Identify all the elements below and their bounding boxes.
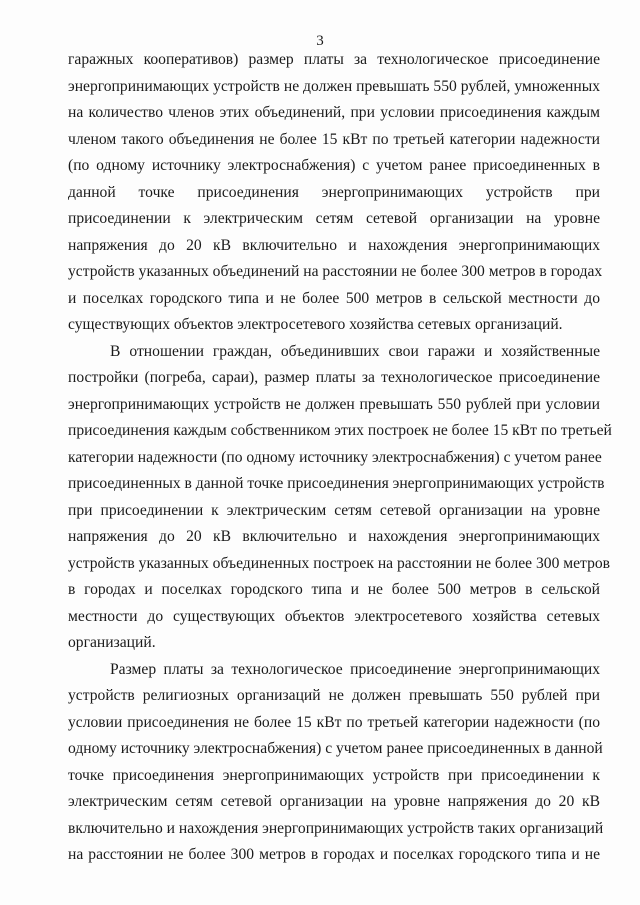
text-line: энергопринимающих устройств не должен превышать 550 рублей, умноженных <box>68 77 600 95</box>
text-line: Размер платы за технологическое присоединение энергопринимающих <box>110 660 600 678</box>
text-line: и поселках городского типа и не более 500 метров в сельской местности до <box>68 289 600 307</box>
text-line: В отношении граждан, объединивших свои гаражи и хозяйственные <box>110 342 600 360</box>
text-line: условии присоединения не более 15 кВт по третьей категории надежности (по <box>68 713 600 731</box>
text-line: организаций. <box>68 634 156 651</box>
text-line: на количество членов этих объединений, при условии присоединения каждым <box>68 104 600 121</box>
text-line: устройств религиозных организаций не должен превышать 550 рублей при <box>68 687 600 704</box>
text-line: при присоединении к электрическим сетям сетевой организации на уровне <box>68 501 600 519</box>
paragraph <box>68 339 612 657</box>
text-line: точке присоединения энергопринимающих устройств при присоединении к <box>68 766 600 784</box>
text-line: (по одному источнику электроснабжения) с учетом ранее присоединенных в <box>68 157 600 174</box>
paragraph <box>68 657 604 869</box>
text-line: присоединенных в данной точке присоединения энергопринимающих устройств <box>68 475 605 492</box>
text-line: данной точке присоединения энергопринимающих устройств при <box>68 183 600 201</box>
text-line: электрическим сетям сетевой организации на уровне напряжения до 20 кВ <box>68 793 600 810</box>
text-line: одному источнику электроснабжения) с учетом ранее присоединенных в данной <box>68 740 603 757</box>
text-line: энергопринимающих устройств не должен превышать 550 рублей при условии <box>68 395 600 413</box>
text-line: присоединении к электрическим сетям сетевой организации на уровне <box>68 210 600 227</box>
text-line: категории надежности (по одному источнику электроснабжения) с учетом ранее <box>68 448 602 466</box>
text-line: членом такого объединения не более 15 кВт по третьей категории надежности <box>68 130 600 148</box>
text-line: существующих объектов электросетевого хозяйства сетевых организаций. <box>68 316 563 333</box>
text-line: устройств указанных объединений на расстоянии не более 300 метров в городах <box>68 263 603 280</box>
text-line: включительно и нахождения энергопринимающих устройств таких организаций <box>68 819 604 837</box>
paragraph <box>68 47 603 339</box>
text-line: напряжения до 20 кВ включительно и нахождения энергопринимающих <box>68 528 600 545</box>
text-line: устройств указанных объединенных построек на расстоянии не более 300 метров <box>68 554 611 572</box>
page-number: 3 <box>316 33 324 49</box>
text-line: постройки (погреба, сараи), размер платы за технологическое присоединение <box>68 369 600 386</box>
document-body <box>68 47 612 869</box>
text-line: на расстоянии не более 300 метров в городах и поселках городского типа и не <box>68 846 600 863</box>
text-line: присоединения каждым собственником этих построек не более 15 кВт по третьей <box>68 422 612 439</box>
text-line: гаражных кооперативов) размер платы за технологическое присоединение <box>68 51 600 68</box>
text-line: в городах и поселках городского типа и не более 500 метров в сельской <box>68 581 600 598</box>
text-line: местности до существующих объектов электросетевого хозяйства сетевых <box>68 607 600 625</box>
text-line: напряжения до 20 кВ включительно и нахождения энергопринимающих <box>68 236 600 254</box>
